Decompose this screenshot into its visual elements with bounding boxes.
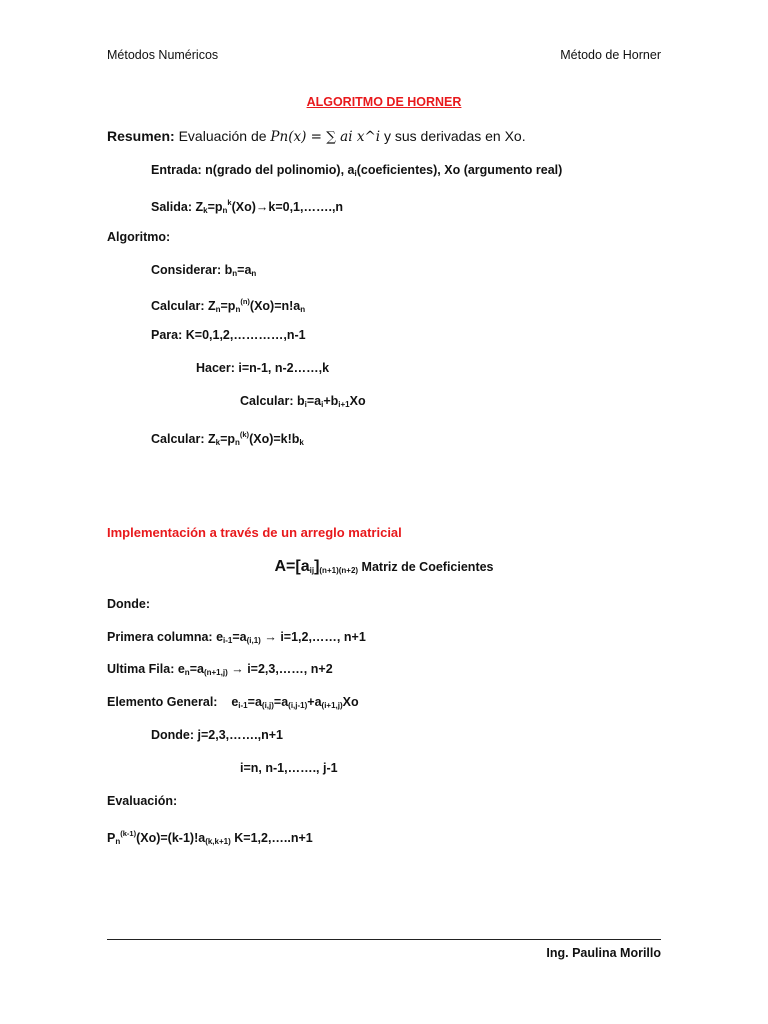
matrix-line (0, 559, 768, 579)
primera-s2: (i,1) (246, 636, 261, 645)
general-s1: i-1 (238, 701, 248, 710)
general-t2: =a (247, 695, 262, 709)
ultima-t3: i=2,3,……, n+2 (247, 662, 333, 676)
header-right: Método de Horner (560, 48, 661, 62)
entrada-label: Entrada: (151, 163, 202, 177)
donde-label: Donde: (107, 597, 151, 611)
evaluacion-label: Evaluación: (107, 794, 178, 808)
considerar-s1: n (232, 269, 238, 278)
general-s4: (i+1,j) (321, 701, 343, 710)
calcular3-s1: k (215, 438, 221, 447)
ultima-t1: Ultima Fila: e (107, 662, 185, 676)
ultima-fila-line (107, 661, 333, 681)
primera-t3: i=1,2,……, n+1 (280, 630, 366, 644)
general-t5: Xo (342, 695, 359, 709)
elemento-general-line (107, 694, 359, 714)
primera-t2: =a (232, 630, 247, 644)
primera-columna-line (107, 629, 366, 649)
arrow-icon: → (227, 662, 248, 676)
salida-s2: n (222, 206, 228, 215)
calcular3-s2: n (235, 438, 240, 447)
arrow-icon: → (260, 630, 281, 644)
general-t1: Elemento General: e (107, 695, 239, 709)
salida-label: Salida: (151, 200, 192, 214)
salida-sp: k (227, 198, 232, 207)
calcular3-t3: (Xo)=k!b (249, 432, 300, 446)
formula-s2: (k,k+1) (205, 837, 231, 846)
arrow-icon: → (255, 200, 269, 214)
entrada-text-a: n(grado del polinomio), a (201, 163, 355, 177)
entrada-line (151, 162, 562, 182)
formula-t1: P (107, 831, 116, 845)
entrada-text-b: (coeficientes), Xo (argumento real) (356, 163, 563, 177)
footer-author: Ing. Paulina Morillo (546, 946, 661, 960)
calcular1-s1: n (215, 305, 221, 314)
calcular1-s2: n (235, 305, 241, 314)
calcular1-t3: (Xo)=n!a (249, 299, 301, 313)
salida-t3: (Xo) (231, 200, 256, 214)
general-s3: (i,j-1) (288, 701, 308, 710)
matrix-s2: (n+1)(n+2) (319, 566, 359, 575)
calcular1-sp: (n) (240, 297, 250, 306)
calcular2-line (240, 393, 366, 413)
para-line: Para: K=0,1,2,…………,n-1 (151, 328, 306, 342)
hacer-line: Hacer: i=n-1, n-2……,k (196, 361, 330, 375)
algoritmo-label: Algoritmo: (107, 230, 171, 244)
entrada-sub: i (354, 169, 357, 178)
donde-j-line: Donde: j=2,3,…….,n+1 (151, 728, 283, 742)
resumen-text-a: Evaluación de (178, 128, 271, 144)
calcular2-t3: +b (323, 394, 339, 408)
considerar-line (151, 262, 256, 282)
calcular1-t2: =p (220, 299, 236, 313)
calcular1-s3: n (300, 305, 306, 314)
rango-i-line: i=n, n-1,……., j-1 (240, 761, 338, 775)
matrix-t2: ] (314, 558, 320, 575)
formula-sp: (k-1) (120, 829, 137, 838)
primera-s1: i-1 (223, 636, 233, 645)
ultima-t2: =a (189, 662, 204, 676)
formula-t3: K=1,2,…..n+1 (230, 831, 313, 845)
salida-line (151, 195, 343, 219)
calcular2-s2: i (321, 400, 324, 409)
calcular3-t2: =p (220, 432, 235, 446)
formula-t2: (Xo)=(k-1)!a (136, 831, 206, 845)
considerar-t1: Considerar: b (151, 263, 233, 277)
calcular2-t4: Xo (349, 394, 366, 408)
formula-s1: n (115, 837, 121, 846)
salida-s1: k (203, 206, 208, 215)
resumen-formula: Pn(x) = ∑ ai x^i (270, 129, 381, 145)
salida-t1: Z (192, 200, 204, 214)
matrix-s1: ij (309, 566, 315, 575)
matrix-label: Matriz de Coeficientes (358, 560, 494, 574)
resumen-label: Resumen: (107, 128, 175, 144)
general-s2: (i,j) (261, 701, 274, 710)
page-title: ALGORITMO DE HORNER (306, 95, 462, 109)
header-left: Métodos Numéricos (107, 48, 219, 62)
calcular3-s3: k (299, 438, 304, 447)
footer-rule (107, 939, 661, 940)
general-t3: =a (273, 695, 289, 709)
calcular2-t1: Calcular: b (240, 394, 305, 408)
ultima-s2: (n+1,j) (203, 668, 228, 677)
calcular2-s1: i (304, 400, 307, 409)
implementacion-title: Implementación a través de un arreglo matricial (107, 525, 402, 540)
calcular1-t1: Calcular: Z (151, 299, 216, 313)
calcular3-t1: Calcular: Z (151, 432, 216, 446)
calcular2-s3: i+1 (338, 400, 350, 409)
calcular1-line (151, 294, 305, 318)
matrix-t1: A=[a (274, 558, 310, 575)
general-t4: +a (307, 695, 322, 709)
resumen-line (107, 127, 526, 146)
evaluacion-formula (107, 826, 313, 850)
resumen-text-b: y sus derivadas en Xo. (380, 128, 526, 144)
primera-t1: Primera columna: e (107, 630, 224, 644)
ultima-s1: n (184, 668, 190, 677)
salida-t4: k=0,1,…….,n (268, 200, 344, 214)
considerar-s2: n (251, 269, 257, 278)
considerar-t2: =a (237, 263, 252, 277)
calcular3-sp: (k) (239, 430, 250, 439)
calcular2-t2: =a (306, 394, 322, 408)
salida-t2: =p (207, 200, 223, 214)
calcular3-line (151, 427, 304, 451)
